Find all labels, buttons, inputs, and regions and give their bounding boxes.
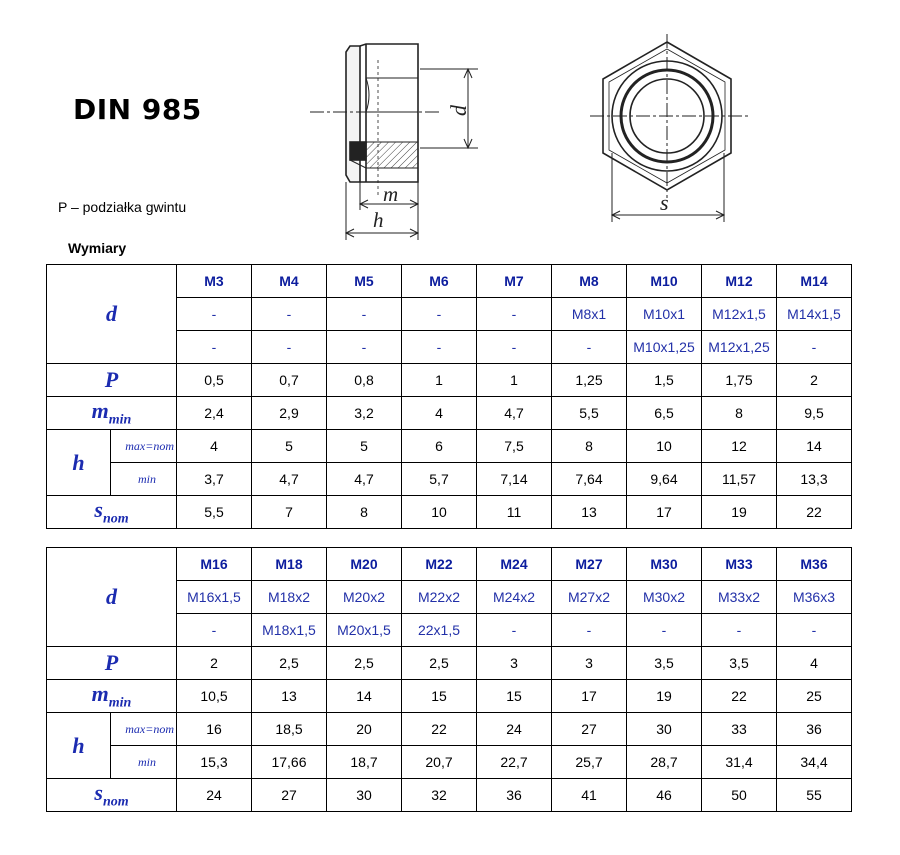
fine-thread-cell: - xyxy=(177,614,252,647)
fine-thread-cell: M12x1,5 xyxy=(702,298,777,331)
s-nom-cell: 30 xyxy=(327,779,402,812)
h-min-cell: 13,3 xyxy=(777,463,852,496)
pitch-cell: 3,5 xyxy=(627,647,702,680)
s-nom-cell: 24 xyxy=(177,779,252,812)
fine-thread-cell: - xyxy=(477,331,552,364)
fine-thread-cell: M10x1 xyxy=(627,298,702,331)
m-subscript: min xyxy=(108,695,132,711)
pitch-cell: 1,5 xyxy=(627,364,702,397)
h-max-cell: 5 xyxy=(252,430,327,463)
h-min-cell: 4,7 xyxy=(327,463,402,496)
size-header: M16 xyxy=(177,548,252,581)
fine-thread-cell: 22x1,5 xyxy=(402,614,477,647)
m-min-cell: 13 xyxy=(252,680,327,713)
size-header: M5 xyxy=(327,265,402,298)
h-max-cell: 27 xyxy=(552,713,627,746)
h-max-cell: 24 xyxy=(477,713,552,746)
fine-thread-cell: - xyxy=(777,614,852,647)
h-max-label: max=nom xyxy=(111,430,177,463)
h-min-cell: 28,7 xyxy=(627,746,702,779)
pitch-cell: 1 xyxy=(477,364,552,397)
h-min-cell: 22,7 xyxy=(477,746,552,779)
pitch-cell: 2,5 xyxy=(327,647,402,680)
fine-thread-cell: M14x1,5 xyxy=(777,298,852,331)
m-min-cell: 14 xyxy=(327,680,402,713)
pitch-cell: 3 xyxy=(477,647,552,680)
fine-thread-cell: - xyxy=(177,298,252,331)
size-header: M4 xyxy=(252,265,327,298)
h-min-label: min xyxy=(111,746,177,779)
pitch-cell: 2 xyxy=(777,364,852,397)
m-symbol: m xyxy=(91,397,109,423)
h-max-cell: 30 xyxy=(627,713,702,746)
fine-thread-cell: - xyxy=(552,614,627,647)
size-header: M30 xyxy=(627,548,702,581)
pitch-cell: 2,5 xyxy=(252,647,327,680)
pitch-cell: 2 xyxy=(177,647,252,680)
size-header: M20 xyxy=(327,548,402,581)
s-nom-cell: 55 xyxy=(777,779,852,812)
fine-thread-cell: - xyxy=(777,331,852,364)
row-label-p: P xyxy=(47,364,177,397)
s-nom-cell: 17 xyxy=(627,496,702,529)
m-min-cell: 22 xyxy=(702,680,777,713)
h-max-cell: 33 xyxy=(702,713,777,746)
fine-thread-cell: M27x2 xyxy=(552,581,627,614)
fine-thread-cell: M22x2 xyxy=(402,581,477,614)
m-symbol: m xyxy=(91,680,109,706)
size-header: M24 xyxy=(477,548,552,581)
h-max-cell: 8 xyxy=(552,430,627,463)
size-header: M10 xyxy=(627,265,702,298)
pitch-cell: 0,5 xyxy=(177,364,252,397)
m-min-cell: 3,2 xyxy=(327,397,402,430)
pitch-cell: 1 xyxy=(402,364,477,397)
h-min-cell: 3,7 xyxy=(177,463,252,496)
pitch-cell: 0,8 xyxy=(327,364,402,397)
pitch-cell: 0,7 xyxy=(252,364,327,397)
h-min-cell: 34,4 xyxy=(777,746,852,779)
fine-thread-cell: - xyxy=(252,331,327,364)
m-label: m xyxy=(383,182,399,206)
nut-drawing xyxy=(0,0,900,250)
m-min-cell: 10,5 xyxy=(177,680,252,713)
h-min-cell: 17,66 xyxy=(252,746,327,779)
m-min-cell: 15 xyxy=(477,680,552,713)
size-header: M12 xyxy=(702,265,777,298)
s-nom-cell: 19 xyxy=(702,496,777,529)
h-min-cell: 25,7 xyxy=(552,746,627,779)
pitch-cell: 2,5 xyxy=(402,647,477,680)
row-label-d: d xyxy=(47,548,177,647)
fine-thread-cell: - xyxy=(327,298,402,331)
fine-thread-cell: M18x2 xyxy=(252,581,327,614)
fine-thread-cell: - xyxy=(402,298,477,331)
pitch-cell: 4 xyxy=(777,647,852,680)
fine-thread-cell: - xyxy=(327,331,402,364)
s-label: s xyxy=(660,190,669,215)
fine-thread-cell: M18x1,5 xyxy=(252,614,327,647)
fine-thread-cell: M20x2 xyxy=(327,581,402,614)
m-min-cell: 4 xyxy=(402,397,477,430)
section-label: Wymiary xyxy=(68,240,127,256)
h-min-cell: 9,64 xyxy=(627,463,702,496)
h-max-cell: 16 xyxy=(177,713,252,746)
row-label-h: h xyxy=(47,430,111,496)
m-subscript: min xyxy=(108,412,132,428)
m-min-cell: 15 xyxy=(402,680,477,713)
h-min-cell: 18,7 xyxy=(327,746,402,779)
fine-thread-cell: - xyxy=(552,331,627,364)
s-nom-cell: 11 xyxy=(477,496,552,529)
h-min-cell: 7,64 xyxy=(552,463,627,496)
size-header: M36 xyxy=(777,548,852,581)
fine-thread-cell: M10x1,25 xyxy=(627,331,702,364)
size-header: M14 xyxy=(777,265,852,298)
fine-thread-cell: M30x2 xyxy=(627,581,702,614)
fine-thread-cell: M8x1 xyxy=(552,298,627,331)
h-min-cell: 4,7 xyxy=(252,463,327,496)
row-label-h: h xyxy=(47,713,111,779)
m-min-cell: 8 xyxy=(702,397,777,430)
s-nom-cell: 46 xyxy=(627,779,702,812)
size-header: M22 xyxy=(402,548,477,581)
m-min-cell: 19 xyxy=(627,680,702,713)
s-nom-cell: 32 xyxy=(402,779,477,812)
m-min-cell: 2,4 xyxy=(177,397,252,430)
s-nom-cell: 27 xyxy=(252,779,327,812)
size-header: M8 xyxy=(552,265,627,298)
pitch-cell: 3,5 xyxy=(702,647,777,680)
size-header: M7 xyxy=(477,265,552,298)
h-max-cell: 5 xyxy=(327,430,402,463)
dimensions-table-2 xyxy=(46,547,852,812)
fine-thread-cell: - xyxy=(702,614,777,647)
s-nom-cell: 36 xyxy=(477,779,552,812)
row-label-d: d xyxy=(47,265,177,364)
row-label-p: P xyxy=(47,647,177,680)
fine-thread-cell: M33x2 xyxy=(702,581,777,614)
h-min-label: min xyxy=(111,463,177,496)
fine-thread-cell: - xyxy=(402,331,477,364)
pitch-cell: 1,25 xyxy=(552,364,627,397)
s-subscript: nom xyxy=(102,511,129,527)
h-max-cell: 36 xyxy=(777,713,852,746)
s-nom-cell: 50 xyxy=(702,779,777,812)
s-nom-cell: 5,5 xyxy=(177,496,252,529)
m-min-cell: 5,5 xyxy=(552,397,627,430)
h-max-cell: 22 xyxy=(402,713,477,746)
pitch-cell: 1,75 xyxy=(702,364,777,397)
h-min-cell: 7,14 xyxy=(477,463,552,496)
s-nom-cell: 8 xyxy=(327,496,402,529)
h-max-cell: 20 xyxy=(327,713,402,746)
h-max-cell: 12 xyxy=(702,430,777,463)
s-nom-cell: 13 xyxy=(552,496,627,529)
s-subscript: nom xyxy=(102,794,129,810)
s-nom-cell: 7 xyxy=(252,496,327,529)
row-label-m xyxy=(47,680,177,713)
m-min-cell: 2,9 xyxy=(252,397,327,430)
fine-thread-cell: M12x1,25 xyxy=(702,331,777,364)
row-label-s xyxy=(47,496,177,529)
h-label: h xyxy=(373,208,384,232)
row-label-s xyxy=(47,779,177,812)
s-nom-cell: 41 xyxy=(552,779,627,812)
dimensions-table-1 xyxy=(46,264,852,529)
size-header: M27 xyxy=(552,548,627,581)
size-header: M3 xyxy=(177,265,252,298)
h-max-cell: 7,5 xyxy=(477,430,552,463)
h-min-cell: 20,7 xyxy=(402,746,477,779)
m-min-cell: 25 xyxy=(777,680,852,713)
s-symbol: s xyxy=(94,779,103,805)
size-header: M33 xyxy=(702,548,777,581)
row-label-m xyxy=(47,397,177,430)
fine-thread-cell: - xyxy=(627,614,702,647)
size-header: M18 xyxy=(252,548,327,581)
nut-top-view xyxy=(590,34,748,222)
h-max-cell: 14 xyxy=(777,430,852,463)
page-title: DIN 985 xyxy=(73,93,202,126)
m-min-cell: 6,5 xyxy=(627,397,702,430)
m-min-cell: 4,7 xyxy=(477,397,552,430)
fine-thread-cell: - xyxy=(177,331,252,364)
h-max-cell: 6 xyxy=(402,430,477,463)
h-min-cell: 11,57 xyxy=(702,463,777,496)
fine-thread-cell: - xyxy=(477,298,552,331)
h-min-cell: 15,3 xyxy=(177,746,252,779)
fine-thread-cell: - xyxy=(252,298,327,331)
pitch-cell: 3 xyxy=(552,647,627,680)
fine-thread-cell: - xyxy=(477,614,552,647)
s-nom-cell: 10 xyxy=(402,496,477,529)
h-max-cell: 18,5 xyxy=(252,713,327,746)
fine-thread-cell: M20x1,5 xyxy=(327,614,402,647)
h-min-cell: 31,4 xyxy=(702,746,777,779)
h-max-label: max=nom xyxy=(111,713,177,746)
s-nom-cell: 22 xyxy=(777,496,852,529)
m-min-cell: 9,5 xyxy=(777,397,852,430)
h-min-cell: 5,7 xyxy=(402,463,477,496)
pitch-note: P – podziałka gwintu xyxy=(58,199,187,215)
size-header: M6 xyxy=(402,265,477,298)
fine-thread-cell: M16x1,5 xyxy=(177,581,252,614)
h-max-cell: 4 xyxy=(177,430,252,463)
fine-thread-cell: M24x2 xyxy=(477,581,552,614)
d-label: d xyxy=(446,105,471,116)
s-symbol: s xyxy=(94,496,103,522)
nut-side-view xyxy=(310,44,478,240)
m-min-cell: 17 xyxy=(552,680,627,713)
h-max-cell: 10 xyxy=(627,430,702,463)
fine-thread-cell: M36x3 xyxy=(777,581,852,614)
